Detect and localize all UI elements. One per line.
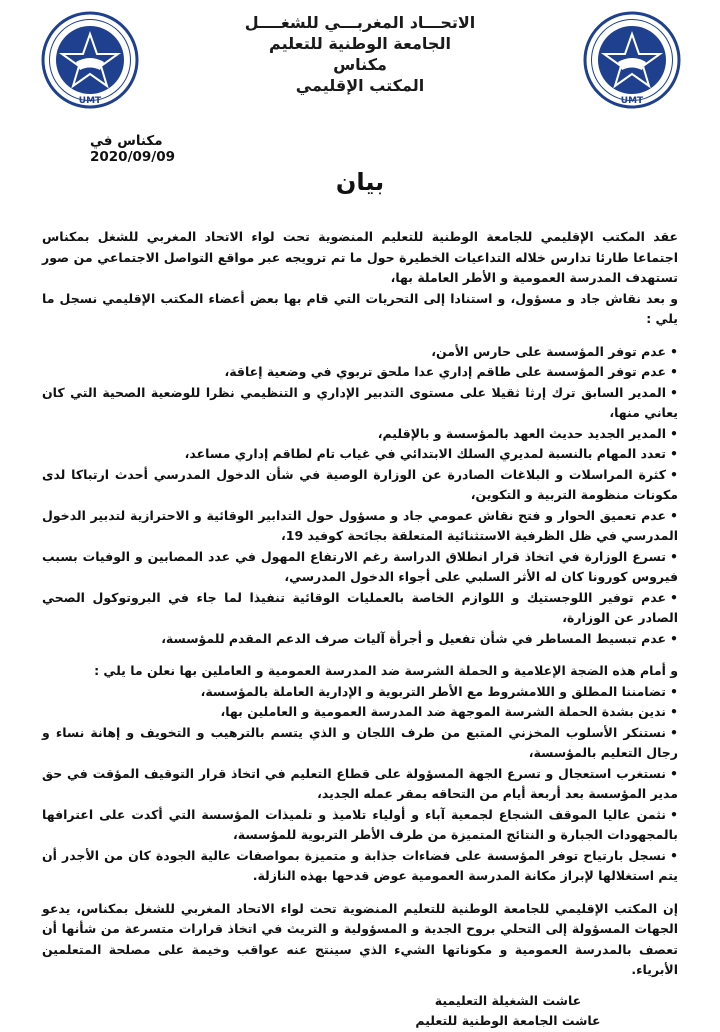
letterhead-office: المكتب الإقليمي: [295, 76, 425, 95]
list-item: •تعدد المهام بالنسبة لمديري السلك الابتدائي في غياب تام لطاقم إداري مساعد،: [184, 446, 678, 461]
list-item: •تسرع الوزارة في اتخاذ قرار انطلاق الدراسة رغم الارتفاع المهول في عدد المصابين و الوفيات بسبب فيروس كورونا كان له الأثر السلبي على أجواء الدخول المدرسي،: [42, 548, 678, 584]
list-item: •عدم توفير اللوجستيك و اللوازم الخاصة بالعمليات الوقائية تنفيذا لما جاء في البروتوكول الصحي الصادر عن الوزارة،: [42, 589, 678, 625]
list-item: •تضامننا المطلق و اللامشروط مع الأطر التربوية و الإدارية العاملة بالمؤسسة،: [200, 683, 678, 699]
list-item: •عدم توفر المؤسسة على طاقم إداري عدا ملحق تربوي في وضعية إعاقة،: [224, 364, 678, 379]
list-item: •نستنكر الأسلوب المخزني المتبع من طرف اللجان و الذي يتسم بالترهيب و التخويف و إهانة نساء و رجال التعليم بالمؤسسة،: [42, 724, 678, 760]
intro-paragraph-2: و بعد نقاش جاد و مسؤول، و استنادا إلى التحريات التي قام بها بعض أعضاء المكتب الإقليمي نسجل ما يلي :: [42, 290, 678, 326]
document-body: [42, 227, 678, 1032]
letterhead: [160, 12, 560, 96]
list-item: •المدير السابق ترك إرثا ثقيلا على مستوى التدبير الإداري و التنظيمي نظرا للوضعية الصحية التي كان يعاني منها،: [42, 384, 678, 420]
umt-logo-right-caption: UMT: [620, 96, 644, 106]
umt-logo-left-caption: UMT: [78, 96, 102, 106]
closing-line-1: عاشت الشغيلة التعليمية: [434, 992, 582, 1008]
list-item: •نثمن عاليا الموقف الشجاع لجمعية آباء و أولياء تلاميذ و تلميذات المؤسسة التي أكدت على اعترافها بالمجهودات الجبارة و النتائج المتميزة من طرف الأطر التربوية للمؤسسة،: [42, 806, 678, 842]
list-item: •نسجل بارتياح توفر المؤسسة على فضاءات جذابة و متميزة بمواصفات عالية الجودة كان من الأجدر أن يتم استغلالها لإبراز مكانة المدرسة العمومية عوض قدحها بهذه النازلة.: [42, 847, 678, 883]
list-item: •عدم توفر المؤسسة على حارس الأمن،: [431, 343, 678, 359]
umt-logo-left: [40, 10, 140, 110]
spacer: [42, 887, 678, 899]
list-item: •ندين بشدة الحملة الشرسة الموجهة ضد المدرسة العمومية و العاملين بها،: [220, 704, 678, 719]
list-item: •عدم تبسيط المساطر في شأن تفعيل و أجرأة آليات صرف الدعم المقدم للمؤسسة،: [161, 630, 678, 646]
conclusion-paragraph: إن المكتب الإقليمي للجامعة الوطنية للتعليم المنضوية تحت لواء الاتحاد المغربي للشغل بمكناس، يدعو الجهات المسؤولة إلى التحلي بروح الجدية و المسؤولية و التريث في اتخاذ قرارات متسرعة من شأنها أن تعصف بالمدرسة العمومية و مكوناتها الشيء الذي سينتج عنه عواقب وخيمة على مصلحة المتعلمين الأبرياء.: [42, 900, 678, 977]
spacer: [42, 981, 678, 991]
document-title: بيان: [335, 168, 385, 196]
list-item: •عدم تعميق الحوار و فتح نقاش عمومي جاد و مسؤول حول التدابير الوقائية و الاحترازية لتدبير الدخول المدرسي في ظل الظرفية الاستثنائية المتعلقة بجائحة كوفيد 19،: [42, 507, 678, 543]
letterhead-union: الاتحـــاد المغربـــي للشغــــل: [244, 13, 476, 32]
closing-block: [338, 991, 678, 1032]
declarations-list: [42, 682, 678, 887]
intro-paragraph: عقد المكتب الإقليمي للجامعة الوطنية للتعليم المنضوية تحت لواء الاتحاد المغربي للشغل بمكناس اجتماعا طارئا تدارس خلاله التداعيات الخطيرة حول ما تم ترويجه عبر مواقع التواصل الاجتماعي من صور تستهدف المدرسة العمومية و الأطر العاملة بها،: [42, 229, 678, 285]
letterhead-federation: الجامعة الوطنية للتعليم: [269, 34, 451, 53]
findings-list: [42, 342, 678, 650]
letterhead-city: مكناس: [333, 55, 387, 74]
date-value: 2020/09/09: [90, 149, 176, 165]
date-label: مكناس في: [90, 133, 163, 149]
list-item: •كثرة المراسلات و البلاغات الصادرة عن الوزارة الوصية في شأن الدخول المدرسي أحدث ارتباكا لدى مكونات منظومة التربية و التكوين،: [42, 466, 678, 502]
closing-line-2: عاشت الجامعة الوطنية للتعليم: [415, 1013, 601, 1028]
umt-logo-right: [582, 10, 682, 110]
declarations-intro: و أمام هذه الضجة الإعلامية و الحملة الشرسة ضد المدرسة العمومية و العاملين بها نعلن ما يلي :: [94, 663, 678, 678]
list-item: •المدير الجديد حديث العهد بالمؤسسة و بالإقليم،: [377, 425, 678, 441]
spacer: [42, 649, 678, 661]
list-item: •نستغرب استعجال و تسرع الجهة المسؤولة على قطاع التعليم في اتخاذ قرار التوقيف المؤقت في حق مدير المؤسسة بعد أربعة أيام من التحاقه بمقر عمله الجديد،: [42, 765, 678, 801]
spacer: [42, 330, 678, 342]
date-line: [90, 133, 260, 165]
